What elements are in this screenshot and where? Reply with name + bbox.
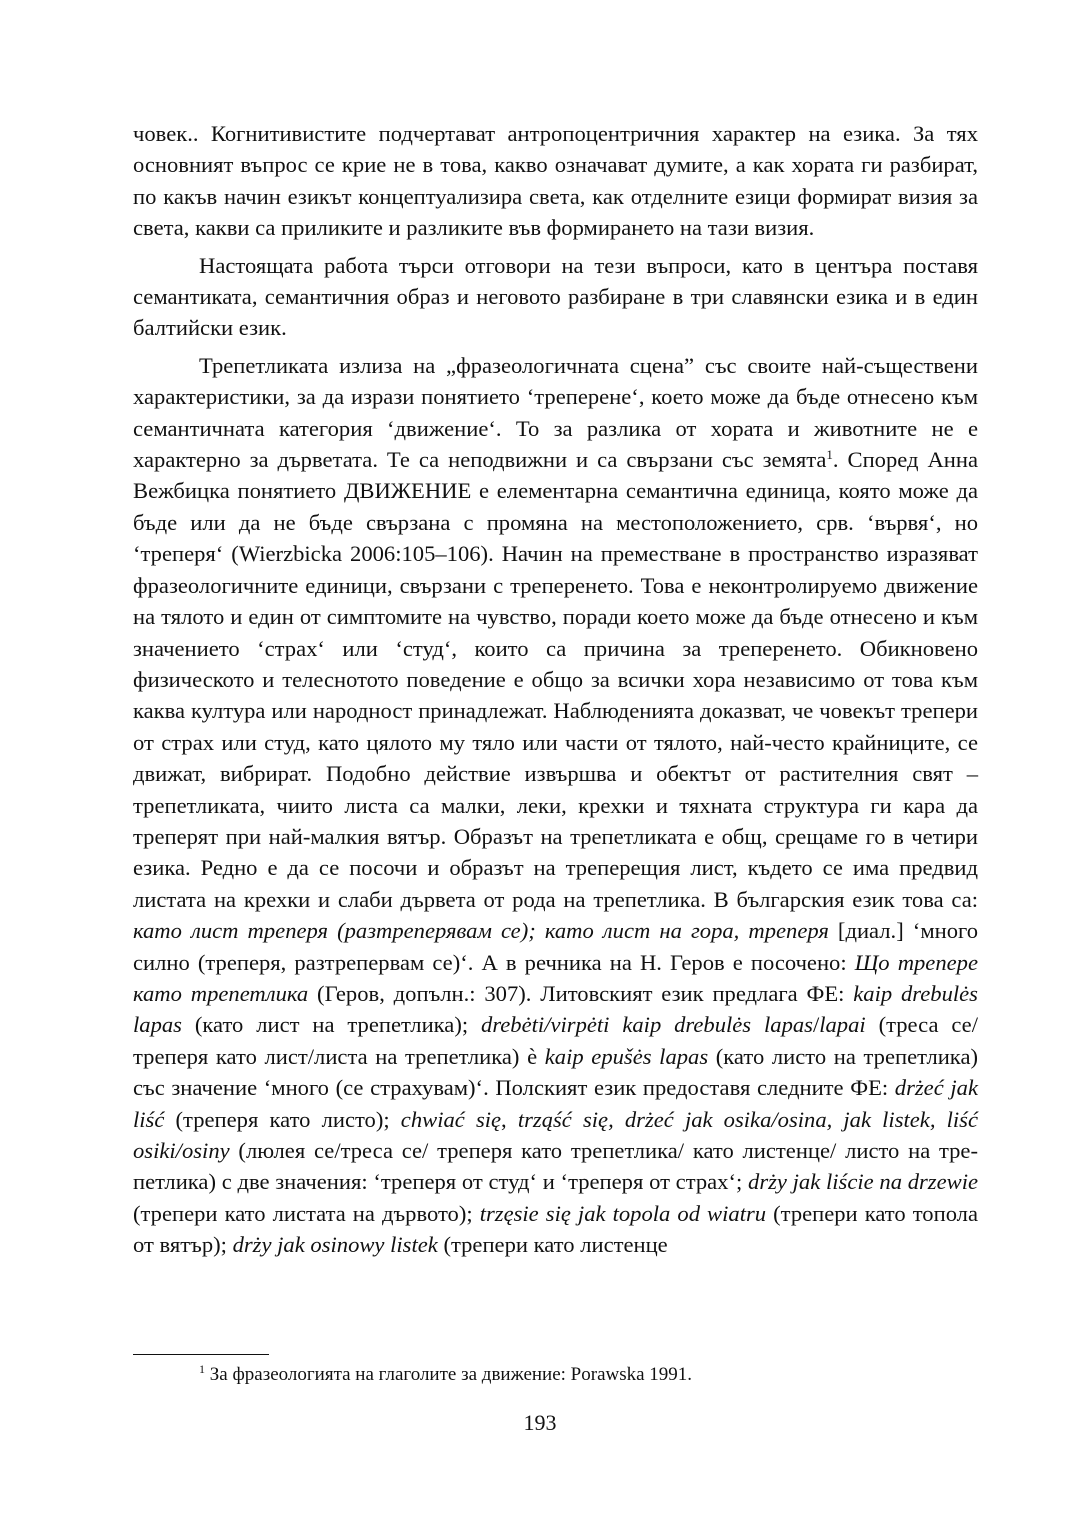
- text-run: (като листо на трепетлика) със значение ‘много (се страхувам)‘. Полският език предоставя следните ФЕ:: [133, 1043, 978, 1101]
- text-run: /: [812, 1012, 820, 1038]
- text-run: (като лист на трепетлика);: [181, 1012, 482, 1038]
- text-run: (люлея се/треса се/ треперя като трепетлика/ като листенце/ листо на трепетлика) с две значения: ‘треперя от студ‘ и ‘треперя от страх‘;: [133, 1138, 978, 1195]
- text-run: ,: [501, 1106, 518, 1132]
- text-run: (трепери като листенце: [437, 1232, 668, 1258]
- italic-phrase: kaip epušės lapas: [544, 1043, 709, 1069]
- footnote-text: За фразеологията на глаголите за движение: Porawska 1991.: [209, 1364, 693, 1385]
- text-run: . Според Анна Вежбицка понятието ДВИЖЕНИЕ е елементарна семантична единица, която може да бъде или да не бъде свързана с промяна на местоположението, срв. ‘вървя‘, но ‘треперя‘ (Wierzbicka 2006:105–106). Начин на преместване в пространство изразяват фразеологичните единици, свързани с треперенето. Това е неконтролируемо движение на тялото и един от симптомите на чувство, поради което може да бъде отнесено и към значението ‘страх‘ или ‘студ‘, които са причина за треперенето. Обикновено физическото и телеснотото поведение е общо за всички хора независимо от това към каква култура или народност принадлежат. Наблюденията доказват, че човекът трепери от страх или студ, като цялото му тяло или части от тялото, най-често крайниците, се движат, вибрират. Подобно действие извършва и обектът от растителния свят – трепетликата, чиито листа са малки, леки, крехки и тяхната структура ги кара да треперят при най-малкия вятър. Образът на трепетликата е общ, срещаме го в четири езика. Редно е да се посочи и образът на треперещия лист, където се има предвид листата на крехки и слаби дървета от рода на трепетлика. В българския език това са:: [133, 447, 978, 912]
- footnote: [199, 1362, 979, 1388]
- paragraph: [133, 250, 978, 344]
- footnote-reference: 1: [826, 447, 833, 463]
- italic-phrase: като лист треперя (разтреперявам се); като лист на гора, треперя: [133, 918, 829, 944]
- italic-phrase: drży jak osinowy listek: [232, 1232, 438, 1258]
- paragraph: [133, 118, 978, 244]
- text-run: (трепери като топола от вятър);: [133, 1200, 978, 1258]
- footnote-divider: [133, 1354, 269, 1355]
- footnote-marker: 1: [199, 1362, 205, 1376]
- italic-phrase: Що трепере като трепетлика: [133, 949, 978, 1006]
- page-number: 193: [523, 1410, 557, 1435]
- text-run: (Геров, допълн.: 307). Литовският език предлага ФЕ:: [308, 980, 854, 1006]
- italic-phrase: drży jak liście na drzewie: [748, 1169, 978, 1195]
- italic-phrase: trzęsie się jak topola od wiatru: [479, 1200, 767, 1226]
- text-run: (треперя като листо);: [164, 1106, 401, 1132]
- italic-phrase: drebėti/virpėti kaip drebulės lapas: [481, 1012, 813, 1038]
- text-run: (треса се/треперя като лист/листа на трепетлика) è: [133, 1012, 978, 1069]
- italic-phrase: kaip drebulės lapas: [133, 980, 978, 1038]
- text-run: Настоящата работа търси отговори на тези въпроси, като в центъра поставя семантиката, семантичния образ и неговото разбиране в три славянски езика и в един балтийски език.: [133, 252, 978, 341]
- body-text: [133, 118, 978, 1261]
- italic-phrase: chwiać się: [400, 1106, 502, 1132]
- text-run: Трепетликата излиза на „фразеологичната сцена” със своите най-съществени характеристики, за да изрази понятието ‘треперене‘, което може да бъде отнесено към семантичната категория ‘движение‘. То за разлика от хората и животните не е характерно за дърветата. Те са неподвижни и са свързани със земята: [133, 352, 978, 473]
- text-run: [диал.] ‘много силно (треперя, разтрепервам се)‘. А в речника на Н. Геров е посочено:: [133, 918, 979, 975]
- paragraph: [133, 350, 978, 1261]
- text-run: (трепери като листата на дървото);: [133, 1200, 480, 1226]
- italic-phrase: trząść się, drżeć jak osika/osina, jak listek, liść osiki/osiny: [133, 1106, 979, 1163]
- italic-phrase: drżeć jak liść: [133, 1075, 978, 1132]
- italic-phrase: lapai: [819, 1012, 866, 1038]
- text-run: човек.. Когнитивистите подчертават антропоцентричния характер на езика. За тях основният въпрос се крие не в това, какво означават думите, а как хората ги разбират, по какъв начин езикът концептуализира света, как отделните езици формират визия за света, какви са приликите и разликите във формирането на тази визия.: [133, 121, 978, 241]
